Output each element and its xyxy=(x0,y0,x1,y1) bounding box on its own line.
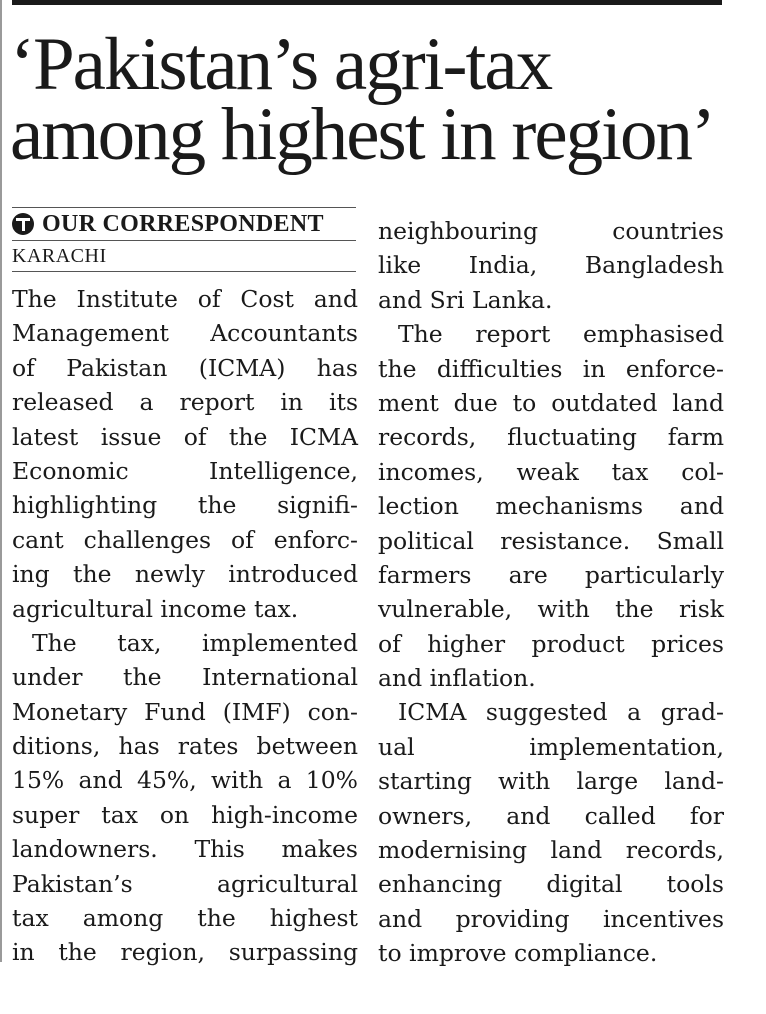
body-line: ICMA suggested a grad- xyxy=(398,698,724,727)
article-column-right xyxy=(378,214,724,971)
body-line: modernising land records, xyxy=(378,836,724,865)
body-line: and providing incentives xyxy=(378,904,724,933)
body-line: like India, Bangladesh xyxy=(378,251,724,280)
dateline: KARACHI xyxy=(12,242,356,272)
body-line: Pakistan’s agricultural xyxy=(12,869,358,898)
body-line: under the International xyxy=(12,663,358,692)
body-line: vulnerable, with the risk xyxy=(378,595,724,624)
body-line: latest issue of the ICMA xyxy=(12,422,358,451)
byline xyxy=(12,207,356,241)
body-line: of Pakistan (ICMA) has xyxy=(12,353,358,382)
body-line: agricultural income tax. xyxy=(12,594,299,623)
body-line: The tax, implemented xyxy=(32,628,358,657)
column-divider-rule xyxy=(0,0,2,962)
body-line: The Institute of Cost and xyxy=(12,285,358,313)
body-line: in the region, surpassing xyxy=(12,938,358,967)
body-line: Management Accountants xyxy=(12,319,358,348)
body-line: enhancing digital tools xyxy=(378,870,724,899)
body-line: 15% and 45%, with a 10% xyxy=(12,766,358,795)
body-line: cant challenges of enforc- xyxy=(12,525,358,554)
body-line: ual implementation, xyxy=(378,732,724,761)
top-rule xyxy=(12,0,722,5)
body-line: Economic Intelligence, xyxy=(12,456,358,485)
headline xyxy=(10,23,750,176)
body-line: ment due to outdated land xyxy=(378,388,724,417)
body-line: neighbouring countries xyxy=(378,217,724,245)
body-line: political resistance. Small xyxy=(378,526,724,555)
body-line: highlighting the signifi- xyxy=(12,491,358,520)
headline-line-1: ‘Pakistan’s agri-tax xyxy=(10,23,552,106)
publication-logo-icon xyxy=(12,213,34,235)
body-line: farmers are particularly xyxy=(378,560,724,589)
headline-line-2: among highest in region’ xyxy=(10,93,714,176)
body-line: super tax on high-income xyxy=(12,800,358,829)
body-line: and Sri Lanka. xyxy=(378,285,553,314)
body-line: The report emphasised xyxy=(398,320,724,349)
body-line: to improve compliance. xyxy=(378,939,658,968)
body-line: the difficulties in enforce- xyxy=(378,354,724,383)
body-line: starting with large land- xyxy=(378,767,724,796)
body-line: incomes, weak tax col- xyxy=(378,457,724,486)
body-line: records, fluctuating farm xyxy=(378,423,724,452)
body-line: ing the newly introduced xyxy=(12,560,358,589)
author-name: OUR CORRESPONDENT xyxy=(42,210,324,237)
body-line: ditions, has rates between xyxy=(12,732,358,761)
body-line: of higher product prices xyxy=(378,629,724,658)
body-line: owners, and called for xyxy=(378,801,724,830)
body-line: landowners. This makes xyxy=(12,835,358,864)
body-line: lection mechanisms and xyxy=(378,492,724,521)
body-line: and inflation. xyxy=(378,664,536,693)
body-line: tax among the highest xyxy=(12,904,358,933)
article-column-left xyxy=(12,282,358,970)
body-line: released a report in its xyxy=(12,388,358,417)
body-line: Monetary Fund (IMF) con- xyxy=(12,697,358,726)
